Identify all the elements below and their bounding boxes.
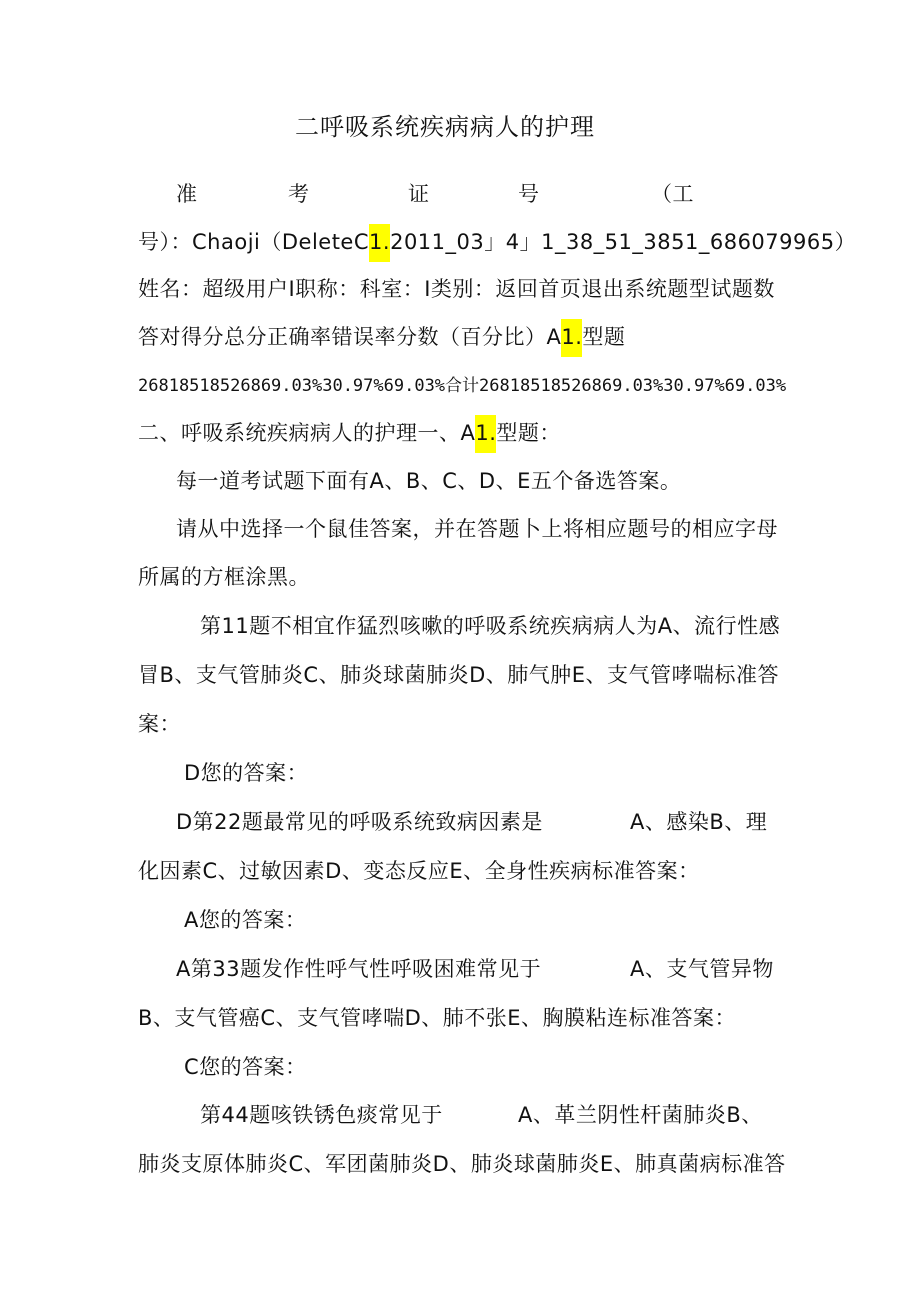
exam-label-char: （工 — [651, 182, 694, 206]
instruction-line: 所属的方框涂黑。 — [138, 565, 310, 589]
your-answer-label: D您的答案： — [184, 761, 309, 785]
your-answer-label: C您的答案： — [184, 1055, 307, 1079]
question-1-line: 案： — [138, 712, 181, 736]
exam-id-line — [138, 228, 856, 256]
instruction-line: 每一道考试题下面有A、B、C、D、E五个备选答案。 — [176, 469, 682, 493]
exam-label-char: 准 — [176, 182, 198, 206]
user-info-line: 姓名：超级用户I职称：科室：I类别：返回首页退出系统题型试题数 — [138, 277, 775, 301]
question-4-line: 肺炎支原体肺炎C、军团菌肺炎D、肺炎球菌肺炎E、肺真菌病标准答 — [138, 1152, 786, 1176]
score-stats-line: 26818518526869.03%30.97%69.03%合计26818518526869.03%30.97%69.03% — [138, 376, 787, 396]
summary-header-line — [138, 323, 625, 351]
summary-suffix: 型题 — [582, 325, 626, 349]
question-1-line: 冒B、支气管肺炎C、肺炎球菌肺炎D、肺气肿E、支气管哮喘标准答 — [138, 663, 780, 687]
section-heading — [138, 419, 561, 447]
question-3-options: A、支气管异物 — [630, 957, 774, 981]
question-2-line: D第22题最常见的呼吸系统致病因素是 — [176, 810, 543, 834]
question-1-line: 第11题不相宜作猛烈咳嗽的呼吸系统疾病病人为A、流行性感 — [200, 614, 781, 638]
exam-label-char: 证 — [408, 182, 430, 206]
summary-prefix: 答对得分总分正确率错误率分数（百分比）A — [138, 325, 562, 349]
instruction-line: 请从中选择一个鼠佳答案，并在答题卜上将相应题号的相应字母 — [176, 517, 778, 541]
document-title: 二呼吸系统疾病病人的护理 — [295, 113, 595, 141]
section-suffix: 型题： — [496, 421, 561, 445]
section-prefix: 二、呼吸系统疾病病人的护理一、A — [138, 421, 476, 445]
your-answer-label: A您的答案： — [184, 908, 307, 932]
highlight-mark: 1. — [475, 415, 496, 453]
question-2-options: A、感染B、理 — [630, 810, 768, 834]
highlight-mark: 1. — [561, 319, 582, 357]
exam-id-prefix: 号）：Chaoji（DeleteC — [138, 230, 370, 254]
question-3-line: B、支气管癌C、支气管哮喘D、肺不张E、胸膜粘连标准答案： — [138, 1006, 737, 1030]
exam-label-char: 考 — [288, 182, 310, 206]
question-4-line: 第44题咳铁锈色痰常见于 — [200, 1103, 443, 1127]
exam-label-char: 号 — [518, 182, 540, 206]
question-3-line: A第33题发作性呼气性呼吸困难常见于 — [176, 957, 542, 981]
question-4-options: A、革兰阴性杆菌肺炎B、 — [518, 1103, 763, 1127]
question-2-line: 化因素C、过敏因素D、变态反应E、全身性疾病标准答案： — [138, 859, 700, 883]
highlight-mark: 1. — [369, 224, 390, 262]
exam-id-suffix: 2011_03」4」1_38_51_3851_686079965） — [390, 230, 857, 254]
